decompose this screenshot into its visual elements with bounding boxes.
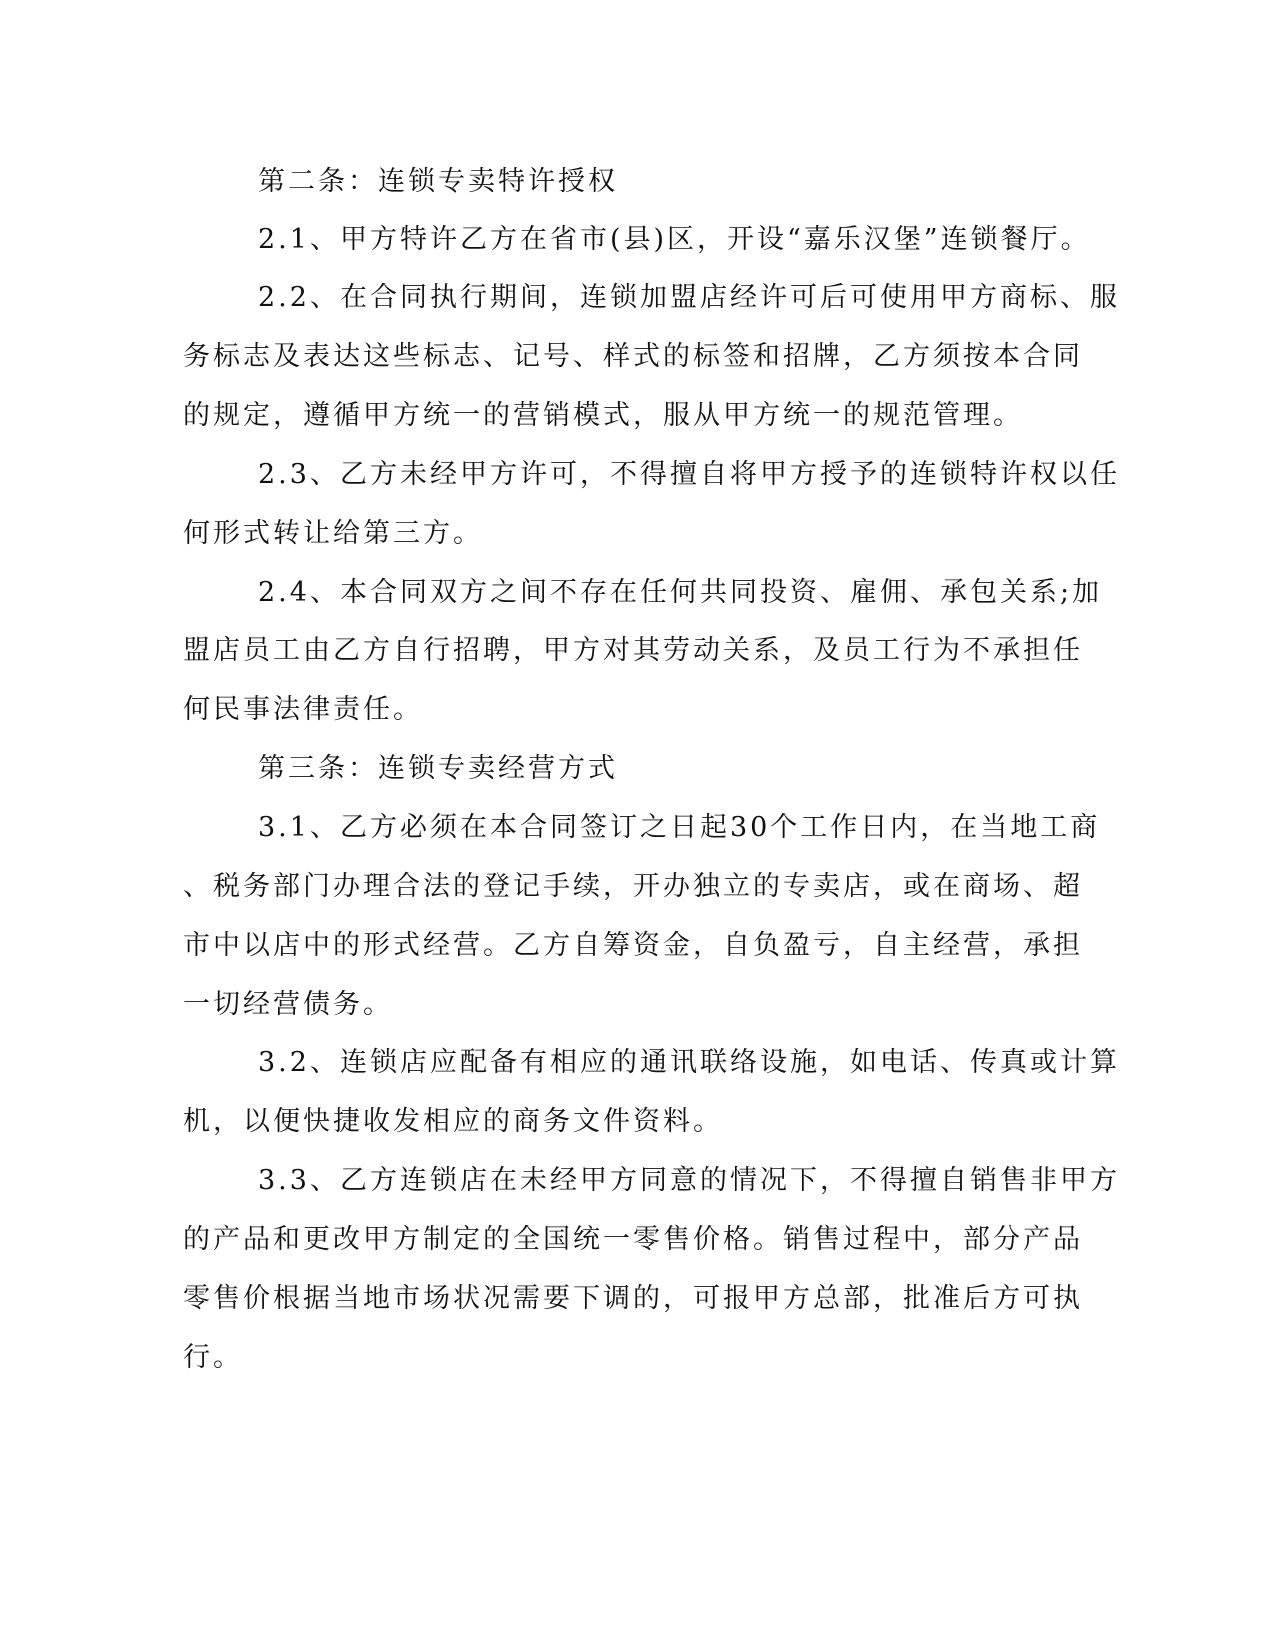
- clause-2-4-line-3: 何民事法律责任。: [183, 694, 423, 725]
- clause-3-1-line-3: 市中以店中的形式经营。乙方自筹资金，自负盈亏，自主经营，承担: [183, 930, 1083, 961]
- section-heading-3: 第三条：连锁专卖经营方式: [258, 753, 618, 784]
- clause-2-2-line-1: 2.2、在合同执行期间，连锁加盟店经许可后可使用甲方商标、服: [258, 282, 1120, 313]
- clause-2-2-line-3: 的规定，遵循甲方统一的营销模式，服从甲方统一的规范管理。: [183, 400, 1023, 431]
- clause-2-4-line-2: 盟店员工由乙方自行招聘，甲方对其劳动关系，及员工行为不承担任: [183, 635, 1083, 666]
- clause-2-4-line-1: 2.4、本合同双方之间不存在任何共同投资、雇佣、承包关系;加: [258, 577, 1103, 608]
- clause-3-3-line-4: 行。: [183, 1342, 243, 1373]
- section-heading-2: 第二条：连锁专卖特许授权: [258, 166, 618, 197]
- clause-3-1-line-2: 、税务部门办理合法的登记手续，开办独立的专卖店，或在商场、超: [183, 871, 1083, 902]
- clause-2-3-line-1: 2.3、乙方未经甲方许可，不得擅自将甲方授予的连锁特许权以任: [258, 459, 1120, 490]
- clause-2-1-line-1: 2.1、甲方特许乙方在省市(县)区，开设“嘉乐汉堡”连锁餐厅。: [258, 224, 1091, 255]
- clause-3-2-line-2: 机，以便快捷收发相应的商务文件资料。: [183, 1106, 723, 1137]
- clause-3-1-line-1: 3.1、乙方必须在本合同签订之日起30个工作日内，在当地工商: [258, 812, 1101, 843]
- clause-3-3-line-3: 零售价根据当地市场状况需要下调的，可报甲方总部，批准后方可执: [183, 1283, 1083, 1314]
- clause-3-3-line-1: 3.3、乙方连锁店在未经甲方同意的情况下，不得擅自销售非甲方: [258, 1165, 1120, 1196]
- clause-2-3-line-2: 何形式转让给第三方。: [183, 518, 483, 549]
- clause-3-2-line-1: 3.2、连锁店应配备有相应的通讯联络设施，如电话、传真或计算: [258, 1047, 1120, 1078]
- clause-3-3-line-2: 的产品和更改甲方制定的全国统一零售价格。销售过程中，部分产品: [183, 1224, 1083, 1255]
- clause-3-1-line-4: 一切经营债务。: [183, 989, 393, 1020]
- clause-2-2-line-2: 务标志及表达这些标志、记号、样式的标签和招牌，乙方须按本合同: [183, 341, 1083, 372]
